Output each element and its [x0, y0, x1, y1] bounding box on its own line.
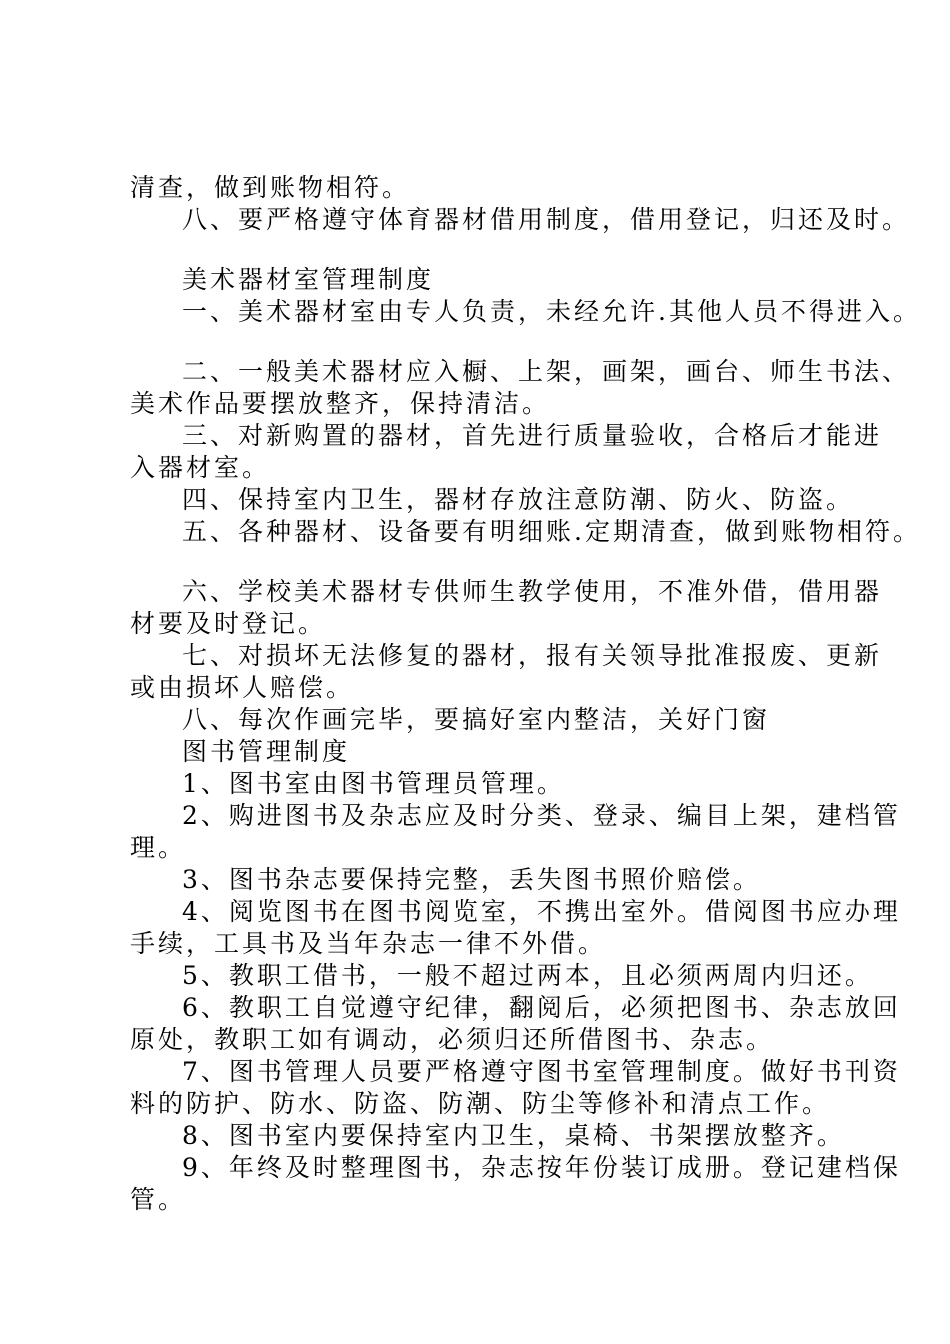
paragraph-gap — [130, 328, 855, 356]
text-line: 料的防护、防水、防盗、防潮、防尘等修补和清点工作。 — [130, 1089, 831, 1118]
text-line: 美术器材室管理制度 — [182, 265, 435, 294]
text-line: 1、图书室由图书管理员管理。 — [182, 769, 565, 798]
text-line: 6、教职工自觉遵守纪律，翻阅后，必须把图书、杂志放回 — [182, 993, 901, 1022]
text-line: 四、保持室内卫生，器材存放注意防潮、防火、防盗。 — [182, 485, 855, 514]
text-line: 8、图书室内要保持室内卫生，桌椅、书架摆放整齐。 — [182, 1121, 845, 1150]
document-body — [130, 172, 921, 1216]
text-line: 原处，教职工如有调动，必须归还所借图书、杂志。 — [130, 1025, 775, 1054]
text-line: 或由损坏人赔偿。 — [130, 673, 355, 702]
text-line: 一、美术器材室由专人负责，未经允许.其他人员不得进入。 — [182, 297, 921, 326]
text-line: 管。 — [130, 1185, 187, 1214]
text-line: 2、购进图书及杂志应及时分类、登录、编目上架，建档管 — [182, 801, 901, 830]
text-line: 3、图书杂志要保持完整，丢失图书照价赔偿。 — [182, 865, 761, 894]
text-line: 7、图书管理人员要严格遵守图书室管理制度。做好书刊资 — [182, 1057, 901, 1086]
text-line: 二、一般美术器材应入橱、上架，画架，画台、师生书法、 — [182, 357, 911, 386]
text-line: 五、各种器材、设备要有明细账.定期清查，做到账物相符。 — [182, 517, 921, 546]
text-line: 图书管理制度 — [182, 737, 351, 766]
text-line: 4、阅览图书在图书阅览室，不携出室外。借阅图书应办理 — [182, 897, 901, 926]
text-line: 六、学校美术器材专供师生教学使用，不准外借，借用器 — [182, 577, 883, 606]
text-line: 入器材室。 — [130, 453, 271, 482]
text-line: 材要及时登记。 — [130, 609, 327, 638]
text-line: 清查，做到账物相符。 — [130, 173, 411, 202]
text-line: 美术作品要摆放整齐，保持清洁。 — [130, 389, 551, 418]
text-line: 理。 — [130, 833, 187, 862]
text-line: 三、对新购置的器材，首先进行质量验收，合格后才能进 — [182, 421, 883, 450]
paragraph-gap — [130, 548, 855, 576]
text-line: 手续，工具书及当年杂志一律不外借。 — [130, 929, 607, 958]
text-line: 八、每次作画完毕，要搞好室内整洁，关好门窗 — [182, 705, 771, 734]
text-line: 9、年终及时整理图书，杂志按年份装订成册。登记建档保 — [182, 1153, 901, 1182]
paragraph-gap — [130, 236, 855, 264]
text-line: 八、要严格遵守体育器材借用制度，借用登记，归还及时。 — [182, 205, 911, 234]
text-line: 5、教职工借书，一般不超过两本，且必须两周内归还。 — [182, 961, 873, 990]
text-line: 七、对损坏无法修复的器材，报有关领导批准报废、更新 — [182, 641, 883, 670]
